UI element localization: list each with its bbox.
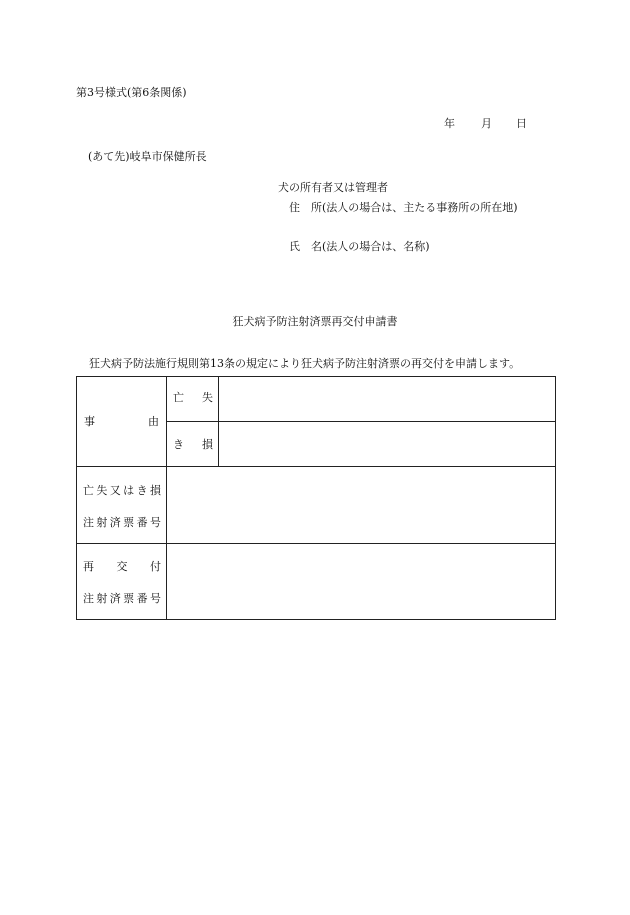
applicant-name-label: 氏 名(法人の場合は、名称) [289, 240, 430, 253]
lost-tag-label-line1: 亡 失 又 は き 損 [83, 484, 161, 497]
form-number: 第3号様式(第6条関係) [76, 86, 187, 99]
reissue-label-line1: 再 交 付 [83, 560, 161, 573]
date-day-label: 日 [516, 117, 527, 130]
date-year-label: 年 [444, 117, 455, 130]
lost-tag-number-field[interactable] [167, 467, 555, 543]
lost-tag-label-line2: 注 射 済 票 番 号 [83, 516, 161, 529]
application-table [76, 376, 556, 620]
date-month-label: 月 [481, 117, 492, 130]
reason-damaged-field[interactable] [219, 422, 555, 466]
applicant-title: 犬の所有者又は管理者 [278, 181, 388, 194]
reason-option-lost: 亡 失 [173, 391, 213, 404]
addressee: (あて先)岐阜市保健所長 [88, 150, 207, 163]
reason-lost-field[interactable] [219, 378, 555, 421]
form-title: 狂犬病予防注射済票再交付申請書 [232, 315, 398, 328]
reason-label: 事 由 [84, 415, 159, 428]
statement: 狂犬病予防法施行規則第13条の規定により狂犬病予防注射済票の再交付を申請します。 [89, 357, 521, 370]
reissue-label-line2: 注 射 済 票 番 号 [83, 592, 161, 605]
applicant-address-label: 住 所(法人の場合は、主たる事務所の所在地) [289, 201, 518, 214]
reason-option-damaged: き 損 [173, 438, 213, 451]
reissue-tag-number-field[interactable] [167, 544, 555, 619]
